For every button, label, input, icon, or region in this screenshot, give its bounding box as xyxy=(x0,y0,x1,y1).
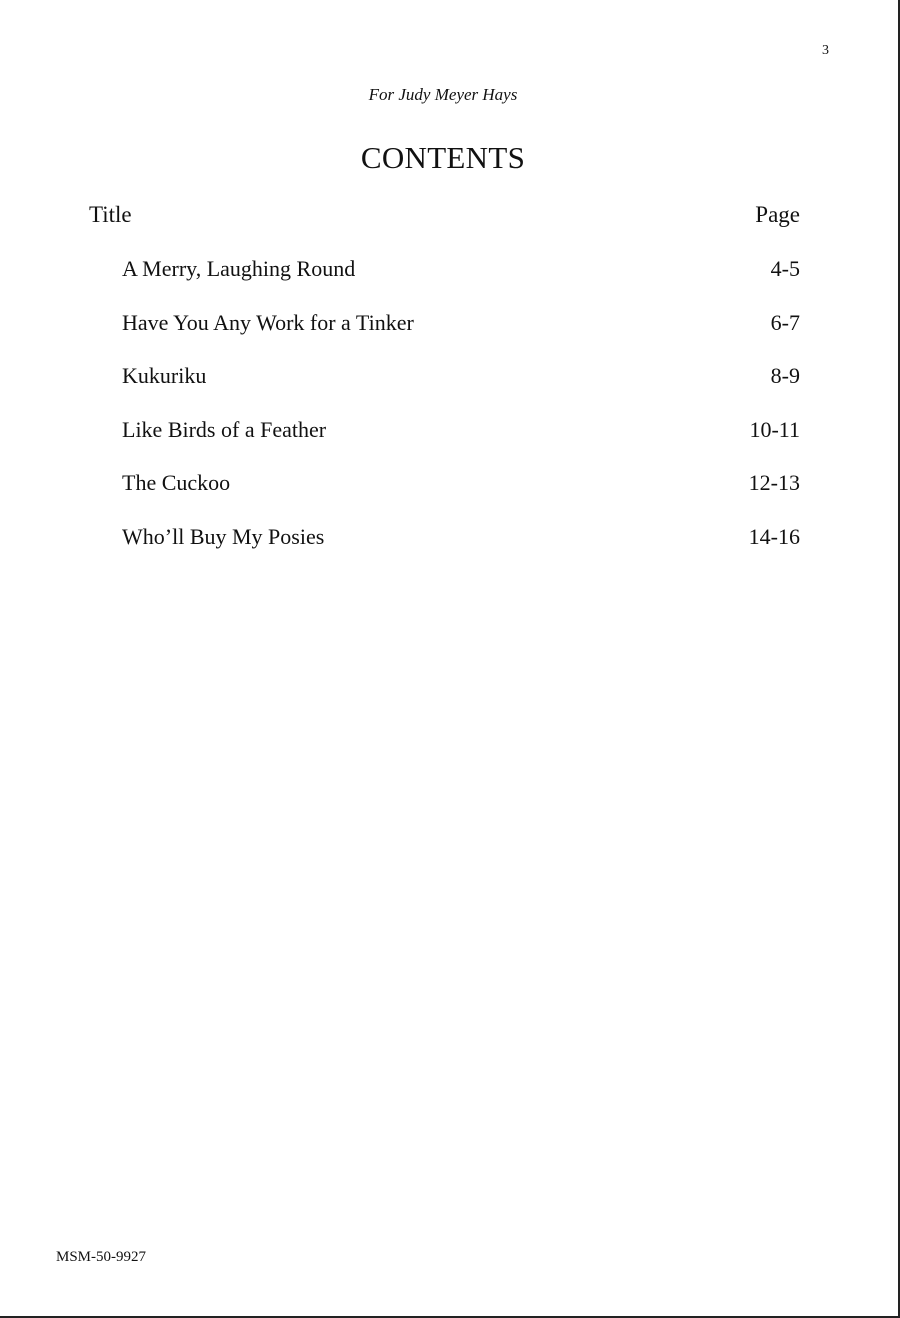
dedication: For Judy Meyer Hays xyxy=(368,85,518,104)
contents-entry xyxy=(122,310,800,364)
contents-heading: CONTENTS xyxy=(360,140,526,175)
entry-pages: 10-11 xyxy=(749,416,800,442)
catalog-code: MSM-50-9927 xyxy=(56,1249,147,1265)
entry-pages: 14-16 xyxy=(748,523,800,549)
contents-entry xyxy=(122,363,800,417)
contents-entry xyxy=(122,470,800,524)
page-column-header: Page xyxy=(755,202,800,227)
entry-title: Who’ll Buy My Posies xyxy=(122,523,325,549)
contents-list xyxy=(122,256,800,577)
page-number: 3 xyxy=(822,43,829,58)
contents-entry xyxy=(122,524,800,578)
contents-entry xyxy=(122,256,800,310)
entry-title: Kukuriku xyxy=(122,363,207,388)
entry-pages: 8-9 xyxy=(770,363,800,388)
entry-title: The Cuckoo xyxy=(122,470,231,495)
entry-pages: 12-13 xyxy=(748,470,800,495)
entry-title: Have You Any Work for a Tinker xyxy=(122,309,414,335)
entry-title: A Merry, Laughing Round xyxy=(122,256,356,281)
title-column-header: Title xyxy=(89,202,132,227)
entry-pages: 4-5 xyxy=(770,256,800,281)
contents-entry xyxy=(122,417,800,471)
entry-pages: 6-7 xyxy=(770,309,800,335)
contents-column-headers xyxy=(89,202,800,228)
entry-title: Like Birds of a Feather xyxy=(122,416,327,442)
